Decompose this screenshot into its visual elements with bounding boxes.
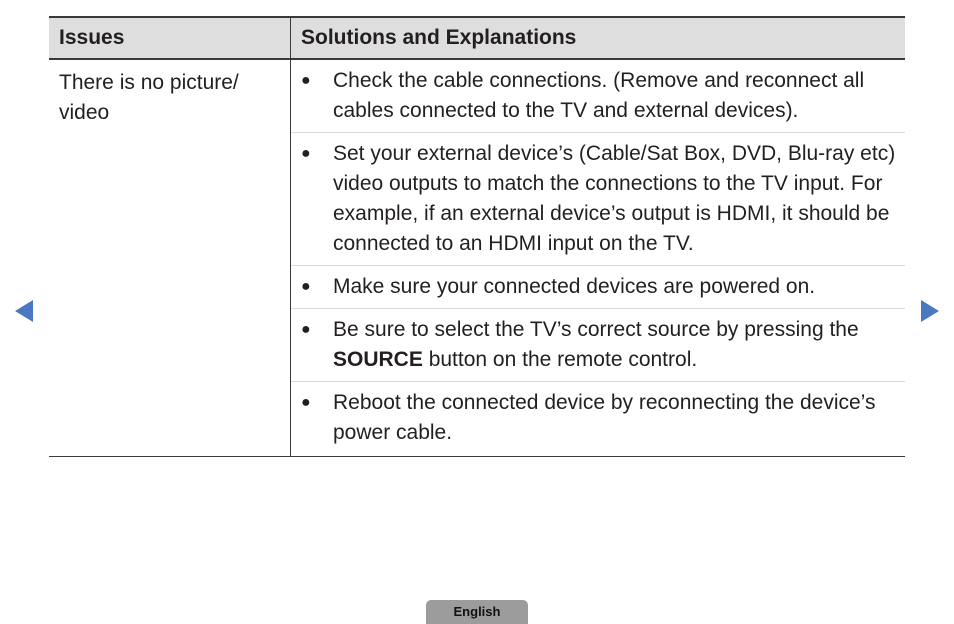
bullet-icon: ●: [301, 72, 311, 89]
solution-text: Check the cable connections. (Remove and reconnect all cables connected to the TV and external devices).: [333, 69, 865, 122]
bullet-icon: ●: [301, 145, 311, 162]
header-solutions: Solutions and Explanations: [301, 26, 577, 49]
triangle-right-icon[interactable]: [921, 300, 939, 322]
table-header: [49, 18, 905, 60]
issue-cell: [49, 60, 291, 456]
list-item: [291, 382, 905, 456]
bullet-icon: ●: [301, 321, 311, 338]
solution-text: Reboot the connected device by reconnecting the device’s power cable.: [333, 391, 876, 444]
bullet-icon: ●: [301, 394, 311, 411]
solutions-cell: [291, 60, 905, 456]
solution-text: [333, 315, 897, 375]
triangle-left-icon[interactable]: [15, 300, 33, 322]
bullet-icon: ●: [301, 278, 311, 295]
table-row: [49, 60, 905, 456]
solution-text: Make sure your connected devices are powered on.: [333, 275, 816, 298]
language-tab[interactable]: English: [426, 600, 528, 624]
source-button-label: SOURCE: [333, 348, 423, 371]
solution-text-after: button on the remote control.: [422, 348, 698, 371]
solution-text: Set your external device’s (Cable/Sat Box, DVD, Blu-ray etc) video outputs to match the connections to the TV input. For example, if an external device’s output is HDMI, it should be connected to an HDMI input on the TV.: [333, 142, 896, 255]
list-item: [291, 133, 905, 266]
solutions-list: [291, 60, 905, 456]
list-item: [291, 266, 905, 309]
issue-text: There is no picture/ video: [59, 71, 239, 124]
troubleshooting-table: [49, 16, 905, 457]
list-item: [291, 60, 905, 133]
header-issues: Issues: [49, 18, 291, 58]
solution-text-before: Be sure to select the TV’s correct source by pressing the: [333, 318, 859, 341]
list-item: [291, 309, 905, 382]
